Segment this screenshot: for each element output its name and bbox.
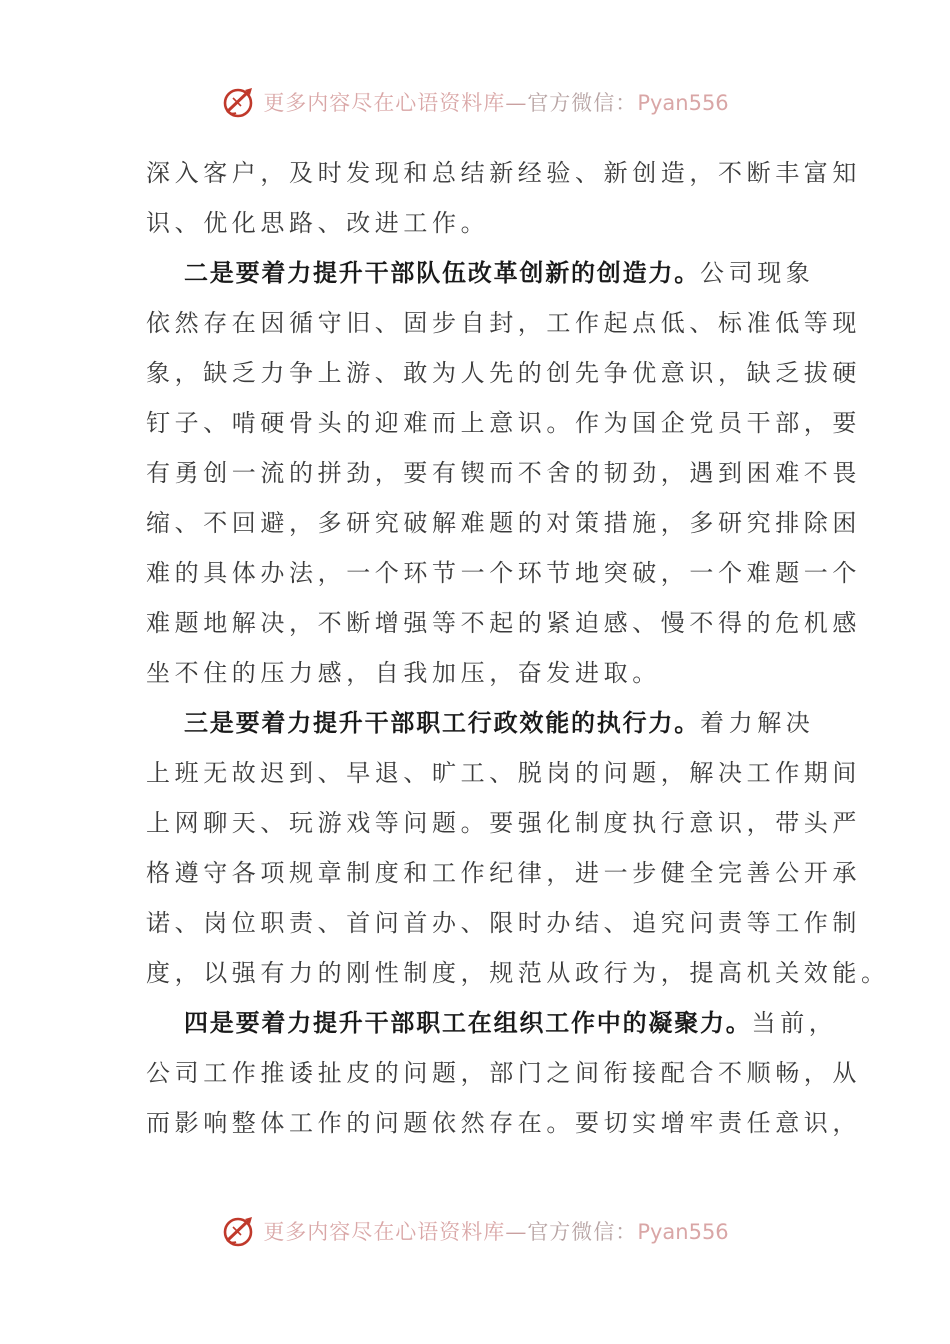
text-line: 识、优化思路、改进工作。 bbox=[146, 209, 490, 237]
text-line: 格遵守各项规章制度和工作纪律，进一步健全完善公开承 bbox=[146, 859, 861, 887]
text-line: 度，以强有力的刚性制度，规范从政行为，提高机关效能。 bbox=[146, 959, 890, 987]
text-fragment: 公司现象 bbox=[700, 259, 815, 287]
text-line: 象，缺乏力争上游、敢为人先的创先争优意识，缺乏拔硬 bbox=[146, 359, 861, 387]
paragraph-first-line bbox=[146, 998, 838, 1048]
watermark-text bbox=[263, 1216, 728, 1246]
paragraph-first-line bbox=[146, 698, 815, 748]
watermark-wechat-label: 官方微信： bbox=[527, 91, 638, 115]
text-fragment: 当前， bbox=[751, 1009, 838, 1037]
document-body bbox=[146, 148, 890, 1148]
watermark-wechat-label: 官方微信： bbox=[527, 1220, 638, 1244]
text-line: 缩、不回避，多研究破解难题的对策措施，多研究排除困 bbox=[146, 509, 861, 537]
pen-logo-icon bbox=[221, 1213, 257, 1249]
text-line: 坐不住的压力感，自我加压，奋发进取。 bbox=[146, 659, 661, 687]
text-line: 依然存在因循守旧、固步自封，工作起点低、标准低等现 bbox=[146, 309, 861, 337]
text-line: 而影响整体工作的问题依然存在。要切实增牢责任意识， bbox=[146, 1109, 861, 1137]
watermark-handle: Pyan556 bbox=[637, 1220, 729, 1244]
watermark-dash: — bbox=[505, 1220, 528, 1244]
watermark-brand: 更多内容尽在心语资料库 bbox=[263, 1220, 506, 1244]
text-fragment: 着力解决 bbox=[700, 709, 815, 737]
watermark-handle: Pyan556 bbox=[637, 91, 729, 115]
text-line: 钉子、啃硬骨头的迎难而上意识。作为国企党员干部，要 bbox=[146, 409, 861, 437]
watermark-banner-top bbox=[0, 80, 950, 124]
text-line: 深入客户，及时发现和总结新经验、新创造，不断丰富知 bbox=[146, 159, 861, 187]
text-line: 难题地解决，不断增强等不起的紧迫感、慢不得的危机感 bbox=[146, 609, 861, 637]
pen-logo-icon bbox=[221, 84, 257, 120]
text-line: 难的具体办法，一个环节一个环节地突破，一个难题一个 bbox=[146, 559, 861, 587]
text-line: 上班无故迟到、早退、旷工、脱岗的问题，解决工作期间 bbox=[146, 759, 861, 787]
watermark-banner-bottom bbox=[0, 1209, 950, 1253]
paragraph-heading: 三是要着力提升干部职工行政效能的执行力。 bbox=[184, 708, 700, 737]
watermark-text bbox=[263, 87, 728, 117]
watermark-brand: 更多内容尽在心语资料库 bbox=[263, 91, 506, 115]
text-line: 诺、岗位职责、首问首办、限时办结、追究问责等工作制 bbox=[146, 909, 861, 937]
paragraph-first-line bbox=[146, 248, 815, 298]
text-line: 上网聊天、玩游戏等问题。要强化制度执行意识，带头严 bbox=[146, 809, 861, 837]
text-line: 有勇创一流的拼劲，要有锲而不舍的韧劲，遇到困难不畏 bbox=[146, 459, 861, 487]
text-line: 公司工作推诿扯皮的问题，部门之间衔接配合不顺畅，从 bbox=[146, 1059, 861, 1087]
paragraph-heading: 四是要着力提升干部职工在组织工作中的凝聚力。 bbox=[184, 1008, 752, 1037]
paragraph-heading: 二是要着力提升干部队伍改革创新的创造力。 bbox=[184, 258, 700, 287]
watermark-dash: — bbox=[505, 91, 528, 115]
